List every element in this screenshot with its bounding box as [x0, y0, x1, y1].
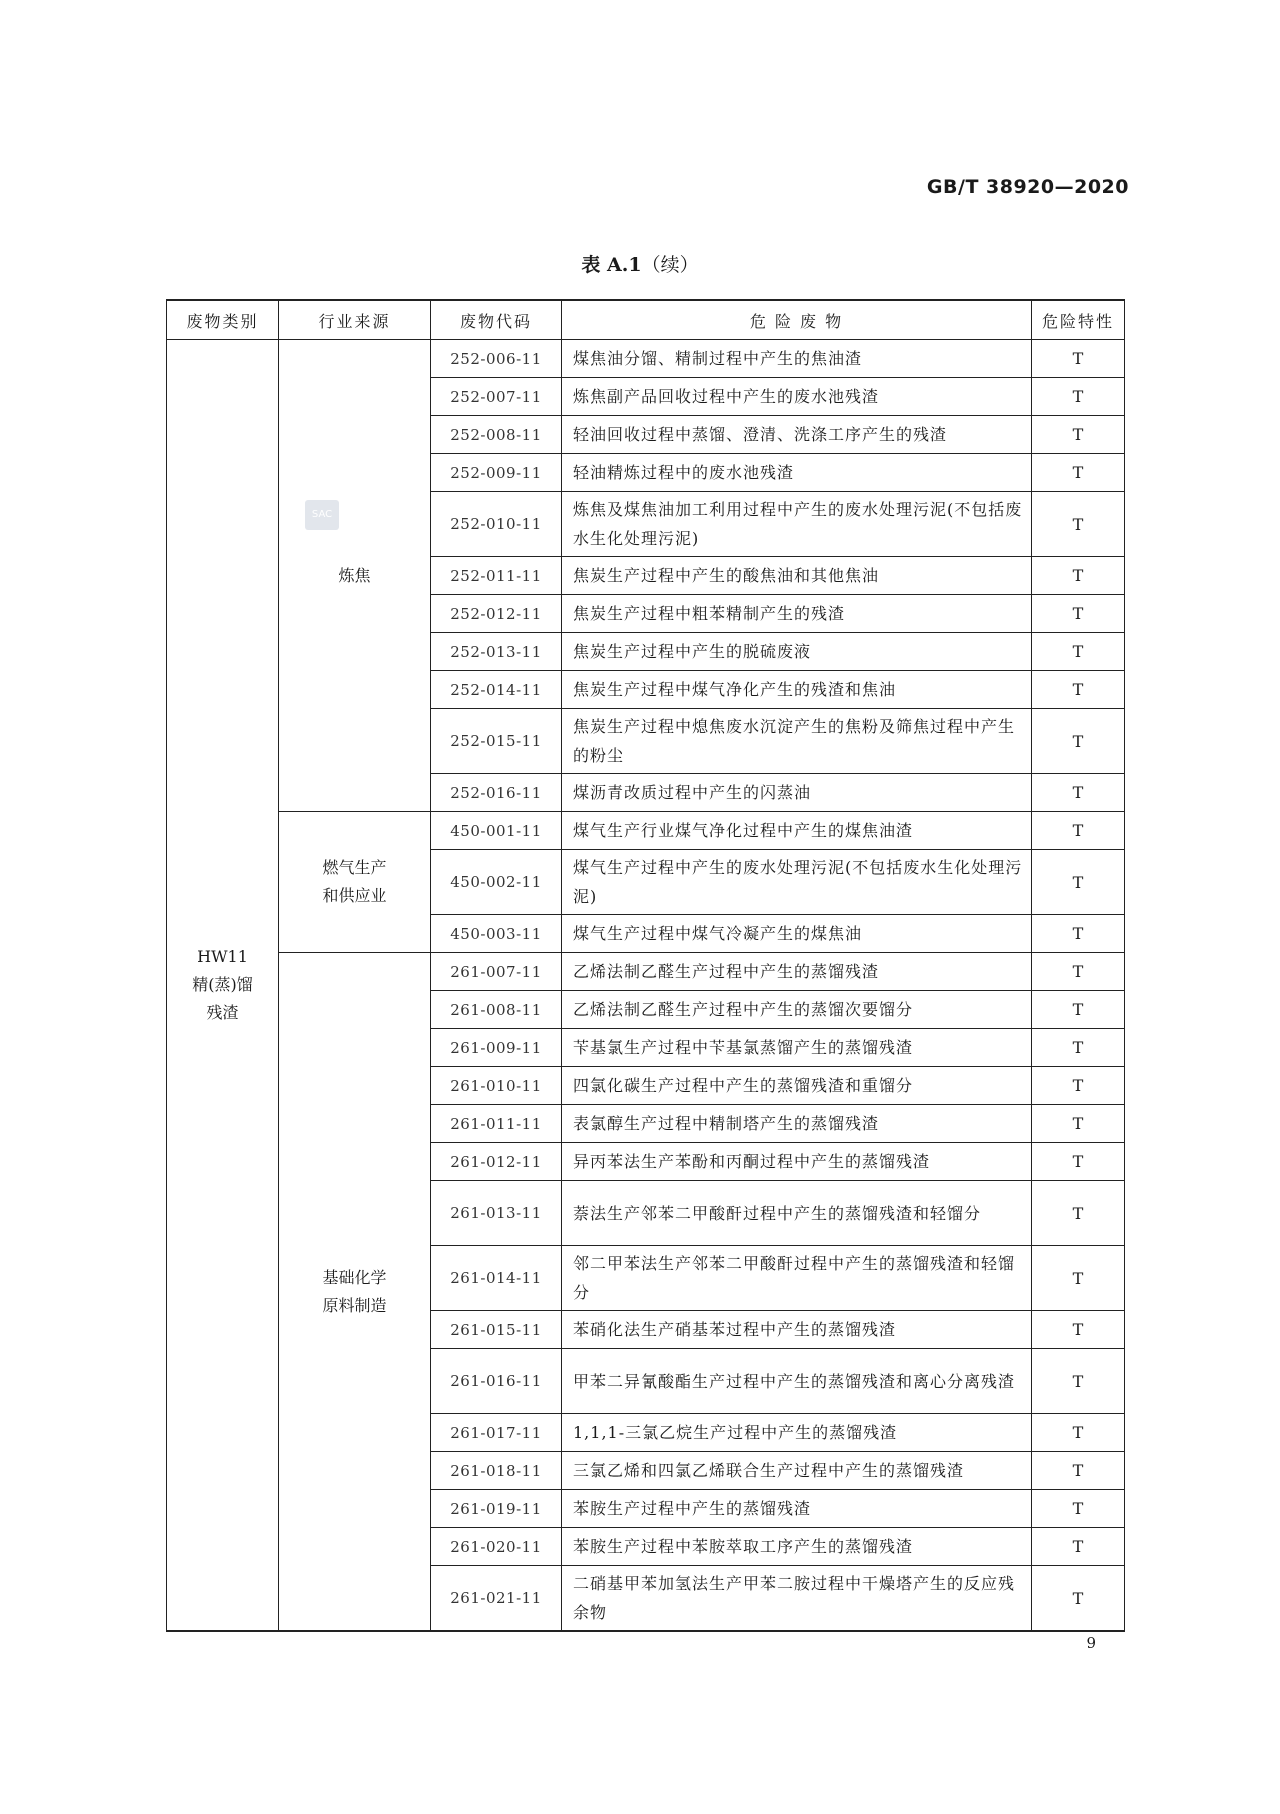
- waste-code-cell: 261-021-11: [431, 1566, 562, 1632]
- waste-code-cell: 261-018-11: [431, 1452, 562, 1490]
- standard-code: GB/T 38920—2020: [926, 176, 1129, 198]
- hazard-property-cell: T: [1032, 1566, 1125, 1632]
- waste-code-cell: 252-006-11: [431, 340, 562, 378]
- hazard-property-cell: T: [1032, 557, 1125, 595]
- waste-code-cell: 252-010-11: [431, 492, 562, 557]
- waste-code-cell: 261-012-11: [431, 1143, 562, 1181]
- waste-code-cell: 252-015-11: [431, 709, 562, 774]
- hazard-property-cell: T: [1032, 1349, 1125, 1414]
- hazard-property-cell: T: [1032, 915, 1125, 953]
- industry-source-cell: 燃气生产 和供应业: [279, 812, 431, 953]
- waste-code-cell: 450-003-11: [431, 915, 562, 953]
- hazardous-waste-description-cell: 焦炭生产过程中粗苯精制产生的残渣: [562, 595, 1032, 633]
- hazard-property-cell: T: [1032, 492, 1125, 557]
- waste-code-cell: 252-014-11: [431, 671, 562, 709]
- waste-code-cell: 261-007-11: [431, 953, 562, 991]
- column-header-hazardous-waste: 危 险 废 物: [562, 300, 1032, 340]
- waste-code-cell: 450-001-11: [431, 812, 562, 850]
- industry-source-cell: 炼焦: [279, 340, 431, 812]
- hazardous-waste-description-cell: 煤焦油分馏、精制过程中产生的焦油渣: [562, 340, 1032, 378]
- hazardous-waste-description-cell: 1,1,1-三氯乙烷生产过程中产生的蒸馏残渣: [562, 1414, 1032, 1452]
- hazard-property-cell: T: [1032, 378, 1125, 416]
- table-header-row: [167, 300, 1125, 340]
- waste-code-cell: 252-016-11: [431, 774, 562, 812]
- hazard-property-cell: T: [1032, 633, 1125, 671]
- waste-code-cell: 261-019-11: [431, 1490, 562, 1528]
- column-header-waste-code: 废物代码: [431, 300, 562, 340]
- hazard-property-cell: T: [1032, 671, 1125, 709]
- waste-category-cell: HW11 精(蒸)馏 残渣: [167, 340, 279, 1632]
- hazardous-waste-description-cell: 炼焦副产品回收过程中产生的废水池残渣: [562, 378, 1032, 416]
- industry-source-cell: 基础化学 原料制造: [279, 953, 431, 1632]
- hazardous-waste-description-cell: 轻油回收过程中蒸馏、澄清、洗涤工序产生的残渣: [562, 416, 1032, 454]
- hazardous-waste-description-cell: 苯硝化法生产硝基苯过程中产生的蒸馏残渣: [562, 1311, 1032, 1349]
- hazard-property-cell: T: [1032, 850, 1125, 915]
- hazardous-waste-description-cell: 焦炭生产过程中产生的脱硫废液: [562, 633, 1032, 671]
- hazard-property-cell: T: [1032, 1105, 1125, 1143]
- hazard-property-cell: T: [1032, 1311, 1125, 1349]
- hazardous-waste-description-cell: 焦炭生产过程中产生的酸焦油和其他焦油: [562, 557, 1032, 595]
- hazard-property-cell: T: [1032, 1528, 1125, 1566]
- waste-code-cell: 261-014-11: [431, 1246, 562, 1311]
- hazardous-waste-description-cell: 表氯醇生产过程中精制塔产生的蒸馏残渣: [562, 1105, 1032, 1143]
- waste-code-cell: 261-011-11: [431, 1105, 562, 1143]
- hazard-property-cell: T: [1032, 1414, 1125, 1452]
- waste-code-cell: 261-013-11: [431, 1181, 562, 1246]
- hazardous-waste-description-cell: 焦炭生产过程中熄焦废水沉淀产生的焦粉及筛焦过程中产生的粉尘: [562, 709, 1032, 774]
- hazard-property-cell: T: [1032, 1452, 1125, 1490]
- waste-code-cell: 261-008-11: [431, 991, 562, 1029]
- hazardous-waste-description-cell: 轻油精炼过程中的废水池残渣: [562, 454, 1032, 492]
- waste-code-cell: 252-013-11: [431, 633, 562, 671]
- hazard-property-cell: T: [1032, 774, 1125, 812]
- hazardous-waste-description-cell: 煤气生产过程中产生的废水处理污泥(不包括废水生化处理污泥): [562, 850, 1032, 915]
- hazardous-waste-description-cell: 异丙苯法生产苯酚和丙酮过程中产生的蒸馏残渣: [562, 1143, 1032, 1181]
- table-body: [167, 340, 1125, 1632]
- waste-code-cell: 252-011-11: [431, 557, 562, 595]
- page-number: 9: [1086, 1634, 1096, 1652]
- hazardous-waste-description-cell: 苯胺生产过程中苯胺萃取工序产生的蒸馏残渣: [562, 1528, 1032, 1566]
- hazard-property-cell: T: [1032, 340, 1125, 378]
- hazardous-waste-description-cell: 煤气生产行业煤气净化过程中产生的煤焦油渣: [562, 812, 1032, 850]
- hazardous-waste-description-cell: 煤沥青改质过程中产生的闪蒸油: [562, 774, 1032, 812]
- table-row: [167, 812, 1125, 850]
- table-title-continued: （续）: [641, 254, 699, 276]
- hazardous-waste-description-cell: 甲苯二异氰酸酯生产过程中产生的蒸馏残渣和离心分离残渣: [562, 1349, 1032, 1414]
- waste-code-cell: 252-009-11: [431, 454, 562, 492]
- table-row: [167, 340, 1125, 378]
- hazard-property-cell: T: [1032, 991, 1125, 1029]
- hazard-property-cell: T: [1032, 595, 1125, 633]
- waste-code-cell: 261-016-11: [431, 1349, 562, 1414]
- hazard-property-cell: T: [1032, 1143, 1125, 1181]
- column-header-waste-category: 废物类别: [167, 300, 279, 340]
- hazardous-waste-description-cell: 邻二甲苯法生产邻苯二甲酸酐过程中产生的蒸馏残渣和轻馏分: [562, 1246, 1032, 1311]
- hazard-property-cell: T: [1032, 953, 1125, 991]
- hazard-property-cell: T: [1032, 812, 1125, 850]
- waste-code-cell: 261-015-11: [431, 1311, 562, 1349]
- sac-watermark-logo: SAC: [305, 500, 339, 530]
- waste-code-cell: 261-020-11: [431, 1528, 562, 1566]
- hazard-property-cell: T: [1032, 1490, 1125, 1528]
- hazardous-waste-description-cell: 萘法生产邻苯二甲酸酐过程中产生的蒸馏残渣和轻馏分: [562, 1181, 1032, 1246]
- hazard-property-cell: T: [1032, 1181, 1125, 1246]
- hazard-property-cell: T: [1032, 454, 1125, 492]
- table-title: [0, 250, 1280, 277]
- hazardous-waste-description-cell: 煤气生产过程中煤气冷凝产生的煤焦油: [562, 915, 1032, 953]
- hazardous-waste-description-cell: 炼焦及煤焦油加工利用过程中产生的废水处理污泥(不包括废水生化处理污泥): [562, 492, 1032, 557]
- hazard-property-cell: T: [1032, 1246, 1125, 1311]
- hazard-property-cell: T: [1032, 709, 1125, 774]
- waste-code-cell: 450-002-11: [431, 850, 562, 915]
- hazardous-waste-description-cell: 三氯乙烯和四氯乙烯联合生产过程中产生的蒸馏残渣: [562, 1452, 1032, 1490]
- table-row: [167, 953, 1125, 991]
- waste-code-cell: 261-010-11: [431, 1067, 562, 1105]
- hazardous-waste-description-cell: 乙烯法制乙醛生产过程中产生的蒸馏残渣: [562, 953, 1032, 991]
- hazard-property-cell: T: [1032, 1067, 1125, 1105]
- hazard-property-cell: T: [1032, 416, 1125, 454]
- table-title-main: 表 A.1: [581, 254, 642, 276]
- waste-code-cell: 252-012-11: [431, 595, 562, 633]
- column-header-industry-source: 行业来源: [279, 300, 431, 340]
- hazardous-waste-table: [166, 299, 1125, 1632]
- hazardous-waste-description-cell: 苄基氯生产过程中苄基氯蒸馏产生的蒸馏残渣: [562, 1029, 1032, 1067]
- hazardous-waste-description-cell: 焦炭生产过程中煤气净化产生的残渣和焦油: [562, 671, 1032, 709]
- column-header-hazard-property: 危险特性: [1032, 300, 1125, 340]
- waste-code-cell: 261-009-11: [431, 1029, 562, 1067]
- waste-code-cell: 252-007-11: [431, 378, 562, 416]
- hazardous-waste-description-cell: 乙烯法制乙醛生产过程中产生的蒸馏次要馏分: [562, 991, 1032, 1029]
- hazard-property-cell: T: [1032, 1029, 1125, 1067]
- waste-code-cell: 261-017-11: [431, 1414, 562, 1452]
- hazardous-waste-description-cell: 二硝基甲苯加氢法生产甲苯二胺过程中干燥塔产生的反应残余物: [562, 1566, 1032, 1632]
- hazardous-waste-description-cell: 四氯化碳生产过程中产生的蒸馏残渣和重馏分: [562, 1067, 1032, 1105]
- waste-code-cell: 252-008-11: [431, 416, 562, 454]
- hazardous-waste-description-cell: 苯胺生产过程中产生的蒸馏残渣: [562, 1490, 1032, 1528]
